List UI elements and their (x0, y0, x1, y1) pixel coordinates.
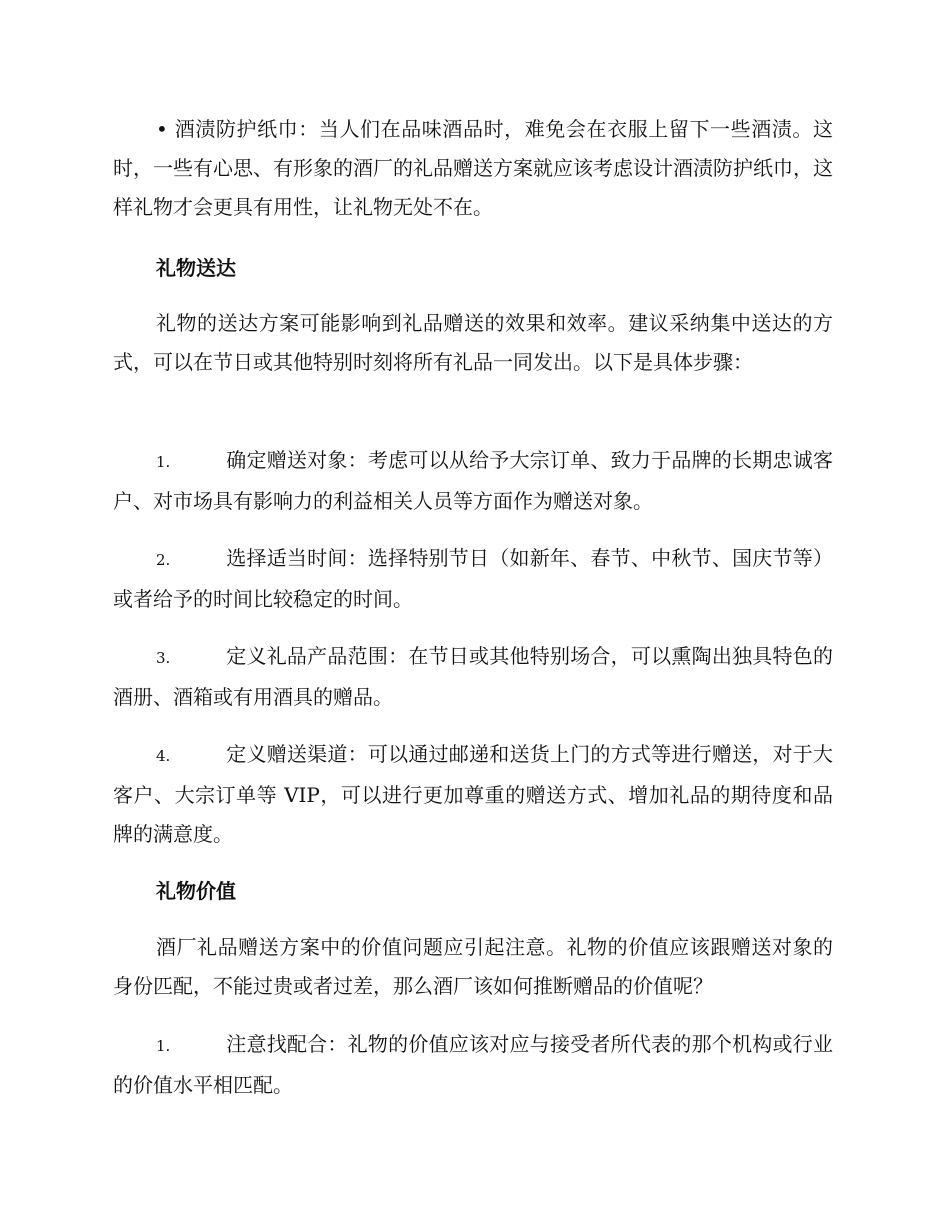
list-number: 1. (156, 1037, 171, 1055)
paragraph-wine-napkin: • 酒渍防护纸巾：当人们在品味酒品时，难免会在衣服上留下一些酒渍。这时，一些有心思、有形象的酒厂的礼品赠送方案就应该考虑设计酒渍防护纸巾，这样礼物才会更具有用性，让礼物无处不在。 (113, 117, 833, 219)
list-item-text: 定义礼品产品范围：在节日或其他特别场合，可以熏陶出独具特色的酒册、酒箱或有用酒具的赠品。 (113, 644, 833, 709)
list-item-text: 选择适当时间：选择特别节日（如新年、春节、中秋节、国庆节等）或者给予的时间比较稳定的时间。 (113, 546, 833, 611)
paragraph-value-intro: 酒厂礼品赠送方案中的价值问题应引起注意。礼物的价值应该跟赠送对象的身份匹配，不能过贵或者过差，那么酒厂该如何推断赠品的价值呢？ (113, 935, 833, 998)
heading-delivery: 礼物送达 (156, 256, 236, 280)
list-number: 1. (156, 453, 171, 471)
list-item-delivery-4 (113, 735, 833, 854)
list-item-delivery-3 (113, 637, 833, 717)
list-item-text: 定义赠送渠道：可以通过邮递和送货上门的方式等进行赠送，对于大客户、大宗订单等 VIP，可以进行更加尊重的赠送方式、增加礼品的期待度和品牌的满意度。 (113, 742, 833, 846)
heading-value: 礼物价值 (156, 879, 236, 903)
list-item-delivery-1 (113, 441, 833, 521)
list-item-delivery-2 (113, 539, 833, 619)
list-item-text: 注意找配合：礼物的价值应该对应与接受者所代表的那个机构或行业的价值水平相匹配。 (113, 1032, 833, 1097)
list-item-value-1 (113, 1025, 833, 1105)
list-item-text: 确定赠送对象：考虑可以从给予大宗订单、致力于品牌的长期忠诚客户、对市场具有影响力的利益相关人员等方面作为赠送对象。 (113, 448, 833, 513)
list-number: 2. (156, 551, 171, 569)
list-number: 3. (156, 649, 171, 667)
list-number: 4. (156, 747, 171, 765)
paragraph-delivery-intro: 礼物的送达方案可能影响到礼品赠送的效果和效率。建议采纳集中送达的方式，可以在节日或其他特别时刻将所有礼品一同发出。以下是具体步骤： (113, 311, 833, 374)
